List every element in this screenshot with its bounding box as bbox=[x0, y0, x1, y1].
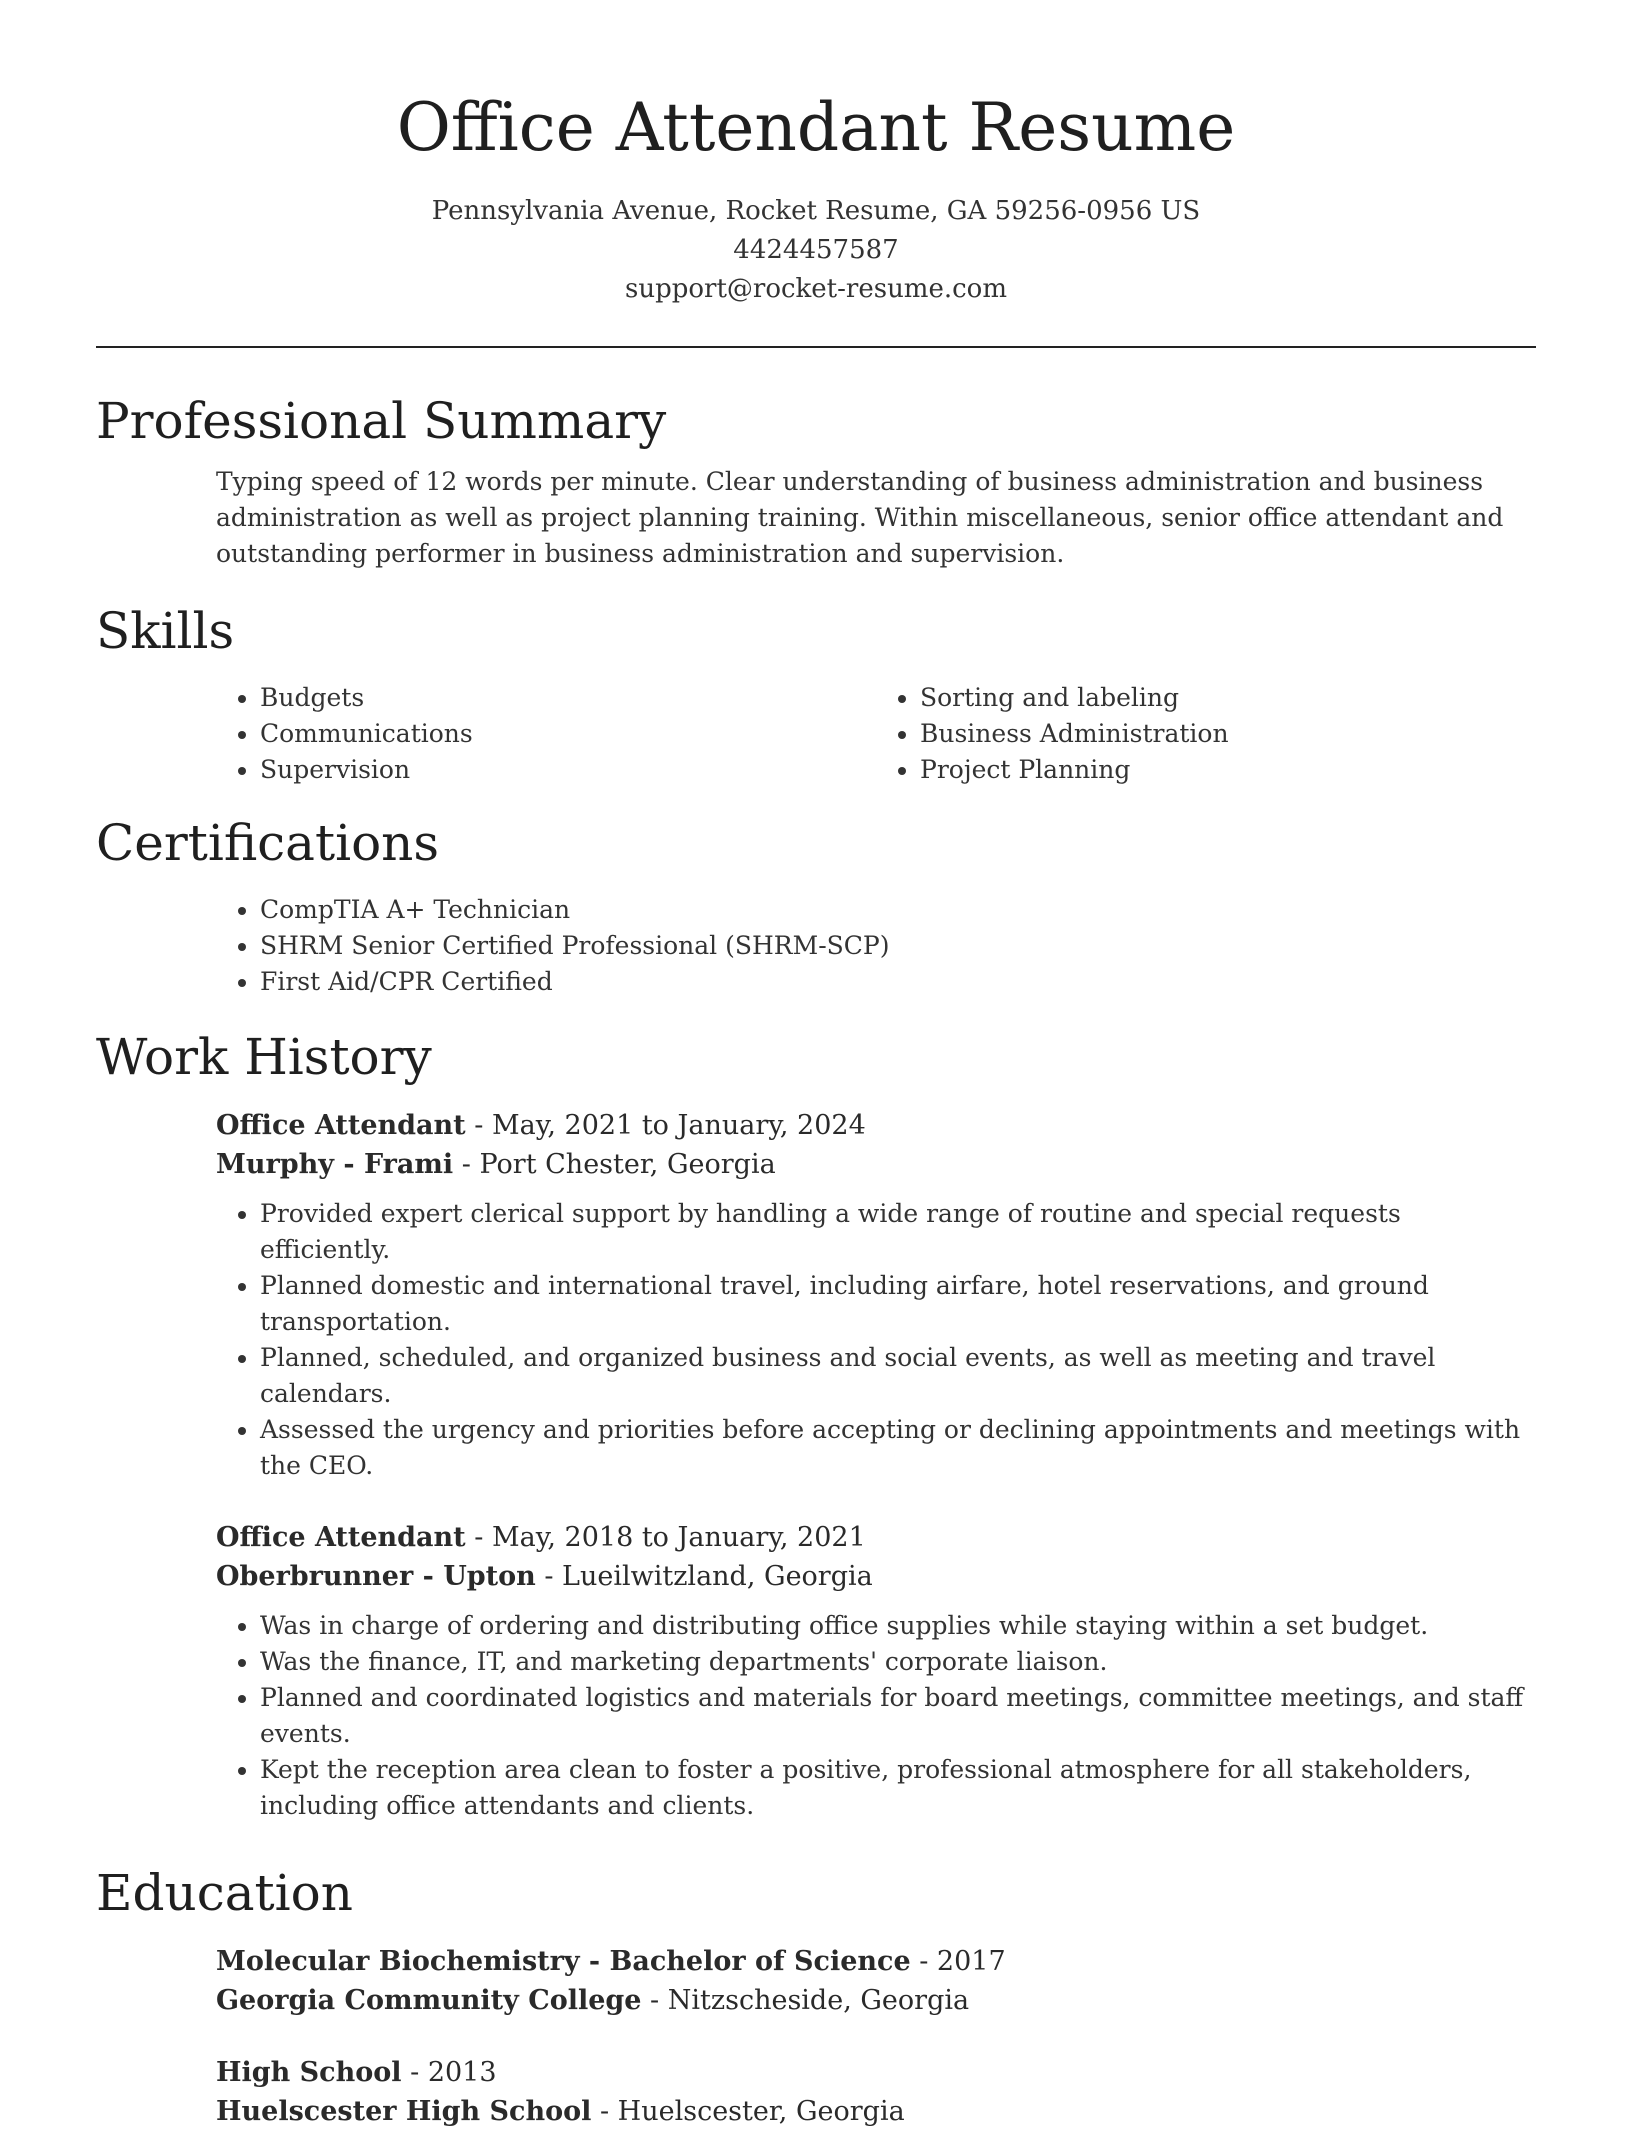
skills-heading: Skills bbox=[96, 602, 235, 660]
header-divider bbox=[96, 346, 1536, 348]
work-history-section bbox=[96, 1106, 1536, 1824]
education-degree: Molecular Biochemistry - Bachelor of Science bbox=[216, 1946, 911, 1977]
job-title-line bbox=[216, 1518, 1536, 1557]
resume-title: Office Attendant Resume bbox=[396, 89, 1236, 166]
education-year: - 2017 bbox=[910, 1946, 1006, 1977]
job-dates: - May, 2018 to January, 2021 bbox=[465, 1522, 866, 1553]
certification-item: • SHRM Senior Certified Professional (SHRM-SCP) bbox=[260, 928, 1536, 964]
education-degree: High School bbox=[216, 2057, 402, 2088]
education-location: - Nitzscheside, Georgia bbox=[641, 1985, 970, 2016]
work-history-heading: Work History bbox=[96, 1028, 432, 1086]
job-company: Murphy - Frami bbox=[216, 1149, 454, 1180]
job-dates: - May, 2021 to January, 2024 bbox=[465, 1110, 866, 1141]
education-entry bbox=[216, 2053, 1536, 2131]
resume-header bbox=[96, 0, 1536, 309]
skills-section bbox=[96, 680, 1536, 788]
skill-item: • Budgets bbox=[260, 680, 876, 716]
certifications-section bbox=[96, 892, 1536, 1000]
contact-address: Pennsylvania Avenue, Rocket Resume, GA 59256-0956 US bbox=[431, 196, 1201, 226]
job-bullet: • Assessed the urgency and priorities before accepting or declining appointments and meetings with the CEO. bbox=[260, 1412, 1536, 1484]
job-bullet: • Was in charge of ordering and distributing office supplies while staying within a set budget. bbox=[260, 1608, 1536, 1644]
job-bullet: • Planned, scheduled, and organized business and social events, as well as meeting and travel calendars. bbox=[260, 1340, 1536, 1412]
contact-email: support@rocket-resume.com bbox=[624, 274, 1007, 304]
skill-item: • Supervision bbox=[260, 752, 876, 788]
job-location: - Port Chester, Georgia bbox=[453, 1149, 776, 1180]
education-school: Huelscester High School bbox=[216, 2096, 592, 2127]
job-bullet: • Provided expert clerical support by handling a wide range of routine and special requests efficiently. bbox=[260, 1196, 1536, 1268]
summary-section bbox=[96, 464, 1536, 572]
skill-item: • Business Administration bbox=[920, 716, 1536, 752]
certification-item: • CompTIA A+ Technician bbox=[260, 892, 1536, 928]
job-bullet: • Was the finance, IT, and marketing departments' corporate liaison. bbox=[260, 1644, 1536, 1680]
certification-item: • First Aid/CPR Certified bbox=[260, 964, 1536, 1000]
contact-phone: 4424457587 bbox=[733, 235, 899, 265]
job-company-line bbox=[216, 1145, 1536, 1184]
job-entry bbox=[216, 1106, 1536, 1484]
job-position: Office Attendant bbox=[216, 1110, 466, 1141]
job-position: Office Attendant bbox=[216, 1522, 466, 1553]
skill-item: • Sorting and labeling bbox=[920, 680, 1536, 716]
job-bullet: • Planned domestic and international travel, including airfare, hotel reservations, and ground transportation. bbox=[260, 1268, 1536, 1340]
job-location: - Lueilwitzland, Georgia bbox=[535, 1561, 873, 1592]
education-school: Georgia Community College bbox=[216, 1985, 642, 2016]
education-location: - Huelscester, Georgia bbox=[591, 2096, 905, 2127]
education-school-line bbox=[216, 1981, 1536, 2020]
job-company: Oberbrunner - Upton bbox=[216, 1561, 536, 1592]
job-bullets bbox=[216, 1196, 1536, 1484]
job-title-line bbox=[216, 1106, 1536, 1145]
summary-text: Typing speed of 12 words per minute. Clear understanding of business administration and business administration as well as project planning training. Within miscellaneous, senior office attendant and outstanding performer in business administration and supervision. bbox=[216, 467, 1504, 568]
education-degree-line bbox=[216, 2053, 1536, 2092]
skill-item: • Communications bbox=[260, 716, 876, 752]
job-bullets bbox=[216, 1608, 1536, 1824]
job-bullet: • Kept the reception area clean to foster a positive, professional atmosphere for all stakeholders, including office attendants and clients. bbox=[260, 1752, 1536, 1824]
skills-grid bbox=[216, 680, 1536, 788]
summary-heading: Professional Summary bbox=[96, 392, 667, 450]
education-heading: Education bbox=[96, 1864, 353, 1922]
job-bullet: • Planned and coordinated logistics and materials for board meetings, committee meetings, and staff events. bbox=[260, 1680, 1536, 1752]
skill-item: • Project Planning bbox=[920, 752, 1536, 788]
education-section bbox=[96, 1942, 1536, 2131]
skills-column-1 bbox=[216, 680, 876, 788]
job-entry bbox=[216, 1518, 1536, 1824]
education-entry bbox=[216, 1942, 1536, 2020]
skills-column-2 bbox=[876, 680, 1536, 788]
job-company-line bbox=[216, 1557, 1536, 1596]
education-year: - 2013 bbox=[401, 2057, 497, 2088]
certifications-list bbox=[216, 892, 1536, 1000]
education-degree-line bbox=[216, 1942, 1536, 1981]
certifications-heading: Certifications bbox=[96, 814, 440, 872]
